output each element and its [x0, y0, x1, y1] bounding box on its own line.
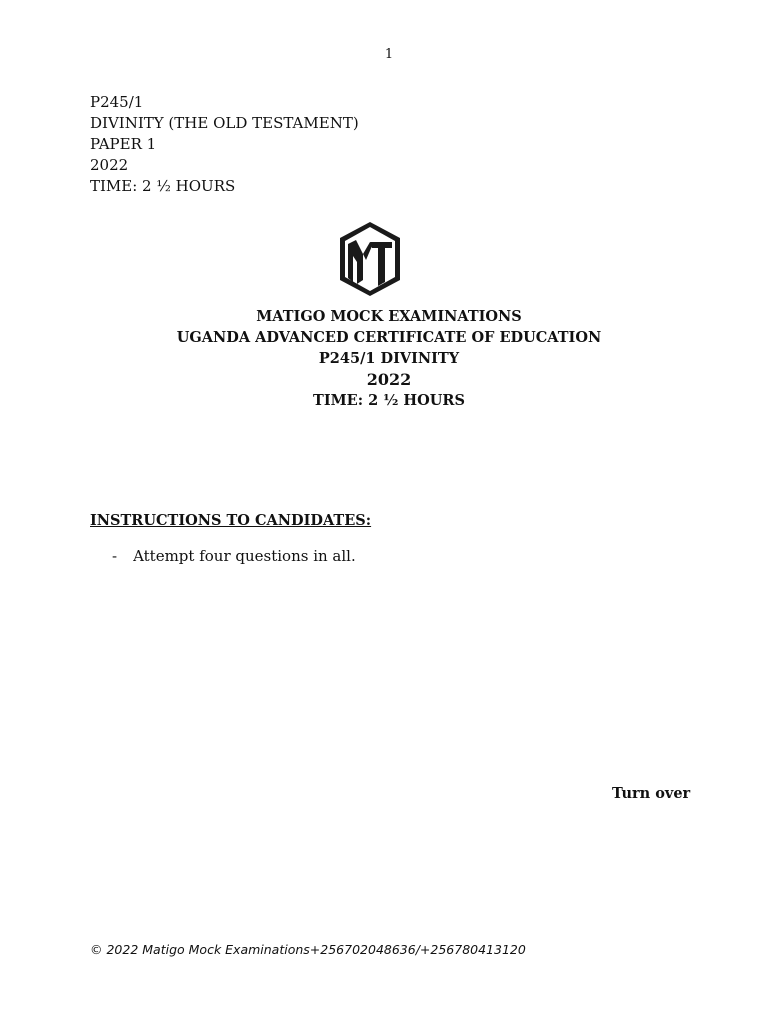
exam-year: 2022: [90, 156, 129, 174]
copyright-footer: © 2022 Matigo Mock Examinations+256702048636/+256780413120: [90, 942, 526, 957]
page-number: 1: [384, 47, 394, 62]
subject-title: DIVINITY (THE OLD TESTAMENT): [90, 114, 359, 132]
instruction-item: [112, 547, 356, 565]
organization-name: MATIGO MOCK EXAMINATIONS: [256, 308, 522, 325]
paper-title: P245/1 DIVINITY: [318, 350, 460, 367]
exam-time: TIME: 2 ½ HOURS: [90, 177, 236, 195]
instruction-bullet: -: [112, 547, 118, 565]
paper-number: PAPER 1: [90, 135, 157, 153]
instructions-heading: INSTRUCTIONS TO CANDIDATES:: [90, 512, 372, 529]
paper-code: P245/1: [90, 93, 144, 111]
turn-over-label: Turn over: [612, 785, 691, 802]
title-time: TIME: 2 ½ HOURS: [313, 392, 465, 409]
mt-hexagon-logo-icon: [336, 220, 404, 298]
instruction-text: Attempt four questions in all.: [133, 547, 356, 565]
certificate-name: UGANDA ADVANCED CERTIFICATE OF EDUCATION: [176, 329, 602, 346]
exam-title-block: [0, 306, 768, 411]
title-year: 2022: [366, 370, 412, 389]
exam-header: [90, 92, 359, 197]
instruction-list: [112, 547, 356, 565]
